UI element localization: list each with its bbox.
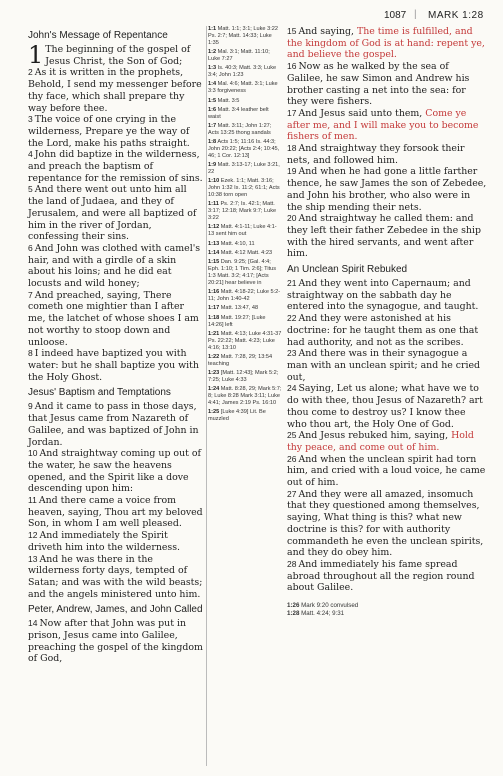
- verse-paragraph: [287, 383, 487, 430]
- cross-reference-verse: 1:10: [208, 178, 220, 185]
- words-of-christ: Hold thy peace, and come out of him.: [287, 430, 474, 453]
- cross-reference-text: Ps. 2:7; Is. 42:1; Matt. 3:17; 12:18; Mark 9:7; Luke 3:22: [208, 201, 277, 222]
- verse-text: Saying, Let us alone; what have we to do with thee, thou Jesus of Nazareth? art thou come to destroy us? I know thee who thou art, the Holy One of God.: [287, 383, 483, 430]
- cross-reference: [208, 224, 282, 238]
- footnote: [287, 602, 487, 610]
- cross-reference-verse: 1:2: [208, 48, 217, 55]
- cross-reference-verse: 1:15: [208, 259, 220, 266]
- cross-reference: [208, 409, 282, 423]
- verse-number: 6: [28, 242, 33, 253]
- verse-text: The voice of one crying in the wilderness, Prepare ye the way of the Lord, make his paths straight.: [28, 114, 190, 149]
- verse-paragraph: [28, 530, 203, 553]
- verse-text: As it is written in the prophets, Behold, I send my messenger before thy face, which shall prepare thy way before thee.: [28, 67, 202, 114]
- cross-reference: [208, 289, 282, 303]
- cross-reference-text: Matt. 4:13; Luke 4:31-37 Ps. 22:22; Matt. 4:23; Luke 4:16; 13:10: [208, 330, 282, 351]
- verse-number: 26: [287, 453, 297, 464]
- verse-paragraph: [287, 454, 487, 489]
- cross-reference: [208, 107, 282, 121]
- verse-paragraph: [28, 448, 203, 495]
- cross-reference: [208, 259, 282, 286]
- cross-reference-verse: 1:5: [208, 97, 217, 104]
- verse-paragraph: [287, 26, 487, 61]
- cross-reference-verse: 1:23: [208, 370, 220, 377]
- cross-reference-text: Matt. 4:12 Matt. 4:23: [220, 250, 273, 257]
- footnote-text: Matt. 4:24; 9:31: [301, 610, 345, 618]
- words-of-christ: Come ye after me, and I will make you to become fishers of men.: [287, 107, 479, 143]
- verse-paragraph: [287, 213, 487, 260]
- verse-paragraph: [28, 149, 203, 184]
- verse-text: And immediately his fame spread abroad throughout all the region round about Galilee.: [287, 558, 475, 594]
- cross-reference-text: [Luke 4:39] Lit. Be muzzled: [208, 409, 266, 423]
- cross-reference-text: Matt. 3:4 leather belt waist: [208, 106, 269, 120]
- cross-reference-verse: 1:1: [208, 26, 217, 32]
- verse-paragraph: [28, 348, 203, 383]
- verse-text: And Jesus rebuked him, saying,: [298, 430, 452, 442]
- cross-reference-verse: 1:4: [208, 81, 217, 88]
- words-of-christ: The time is fulfilled, and the kingdom of God is at hand: repent ye, and believe the gospel.: [287, 26, 485, 61]
- verse-text: And they were astonished at his doctrine: for he taught them as one that had authority, and not as the scribes.: [287, 313, 479, 348]
- cross-reference-verse: 1:24: [208, 386, 220, 393]
- cross-reference: [208, 178, 282, 198]
- cross-reference: [208, 49, 282, 63]
- verse-text: And there went out unto him all the land of Judaea, and they of Jerusalem, and were all baptized of him in the river of Jordan, confessing their sins.: [28, 184, 197, 243]
- cross-reference-text: Mal. 4:6; Matt. 3:1; Luke 3:3 forgiveness: [208, 81, 278, 95]
- cross-reference-verse: 1:16: [208, 289, 220, 296]
- verse-paragraph: [287, 559, 487, 594]
- cross-reference: [208, 26, 282, 46]
- verse-text: And preached, saying, There cometh one mightier than I after me, the latchet of whose shoes I am not worthy to stoop down and unloose.: [28, 289, 199, 348]
- verse-paragraph: [28, 67, 203, 114]
- page-header: [0, 10, 503, 24]
- verse-paragraph: [287, 489, 487, 559]
- verse-number: 28: [287, 558, 297, 569]
- header-separator: |: [414, 9, 417, 20]
- cross-reference: [208, 250, 282, 257]
- cross-reference-text: Dan. 9:25; [Gal. 4:4; Eph. 1:10; 1 Tim. 2:6]; Titus 1:3 Matt. 3:2; 4:17; [Acts 20:21] hear believe in: [208, 259, 277, 286]
- cross-reference-text: Matt. 4:18-22; Luke 5:2-11; John 1:40-42: [208, 289, 281, 302]
- verse-number: 23: [287, 348, 297, 359]
- verse-number: 3: [28, 114, 33, 125]
- verse-paragraph: [28, 554, 203, 601]
- cross-reference-text: Matt. 3:11; John 1:27; Acts 13:25 thong sandals: [208, 123, 272, 136]
- cross-reference-text: [Matt. 12:43]; Mark 5:2; 7:25; Luke 4:33: [208, 370, 279, 383]
- cross-reference-verse: 1:8: [208, 139, 217, 146]
- cross-reference-text: Matt. 4:1-11; Luke 4:1-13 sent him out: [208, 224, 277, 238]
- cross-reference-text: Mal. 3:1; Matt. 11:10; Luke 7:27: [208, 48, 270, 62]
- verse-number: 5: [28, 184, 33, 195]
- cross-reference-text: Matt. 3:5: [217, 97, 240, 104]
- verse-number: 24: [287, 383, 297, 394]
- verse-paragraph: [28, 290, 203, 349]
- verse-text: I indeed have baptized you with water: but he shall baptize you with the Holy Ghost.: [28, 348, 199, 383]
- column-divider: [206, 26, 207, 766]
- verse-paragraph: [28, 41, 203, 69]
- verse-paragraph: [28, 243, 203, 290]
- verse-paragraph: [28, 114, 203, 149]
- verse-text: And they were all amazed, insomuch that they questioned among themselves, saying, What thing is this? what new doctrine is this? for with authority commandeth he even the unclean spirits, and they do obey him.: [287, 488, 484, 559]
- verse-paragraph: [28, 184, 203, 243]
- cross-reference-text: Ezek. 1:1; Matt. 3:16; John 1:32 Is. 11:2; 61:1; Acts 10:38 torn open: [208, 178, 280, 199]
- cross-reference-verse: 1:9: [208, 162, 217, 169]
- verse-number: 14: [28, 618, 38, 629]
- cross-reference-verse: 1:7: [208, 123, 217, 130]
- cross-reference-text: Matt. 4:10, 11: [220, 240, 255, 247]
- verse-number: 7: [28, 289, 33, 300]
- cross-reference: [208, 123, 282, 137]
- page-number: 1087: [384, 10, 407, 21]
- cross-reference: [208, 201, 282, 221]
- cross-reference-text: Matt. 1:1; 3:1; Luke 3:22 Ps. 2:7; Matt. 14:33; Luke 1:35: [208, 26, 278, 46]
- verse-text: John did baptize in the wilderness, and preach the baptism of repentance for the remission of sins.: [28, 149, 203, 184]
- cross-reference: [208, 354, 282, 368]
- cross-reference-verse: 1:22: [208, 353, 220, 360]
- verse-paragraph: [287, 313, 487, 348]
- verse-text: And there was in their synagogue a man with an unclean spirit; and he cried out,: [287, 348, 481, 383]
- verse-paragraph: [287, 61, 487, 108]
- verse-text: And straightway he called them: and they left their father Zebedee in the ship with the hired servants, and went after him.: [287, 213, 481, 260]
- cross-reference-column: [208, 26, 282, 426]
- cross-reference: [208, 81, 282, 95]
- footnote-text: Mark 9:20 convulsed: [301, 602, 359, 610]
- chapter-number: 1: [28, 41, 44, 69]
- verse-text: And when he had gone a little farther thence, he saw James the son of Zebedee, and John his brother, who also were in the ship mending their nets.: [287, 166, 487, 213]
- section-heading: An Unclean Spirit Rebuked: [287, 264, 408, 276]
- cross-reference-verse: 1:3: [208, 65, 217, 72]
- cross-reference: [208, 65, 282, 79]
- cross-reference: [208, 331, 282, 351]
- verse-paragraph: [287, 278, 487, 313]
- cross-reference: [208, 315, 282, 329]
- cross-reference: [208, 98, 282, 105]
- verse-text: Now after that John was put in prison, Jesus came into Galilee, preaching the gospel of the kingdom of God,: [28, 618, 203, 665]
- verse-text: The beginning of the gospel of Jesus Christ, the Son of God;: [45, 44, 191, 67]
- cross-reference: [208, 305, 282, 312]
- section-heading: John's Message of Repentance: [28, 30, 168, 41]
- verse-text: And he was there in the wilderness forty days, tempted of Satan; and was with the wild beasts; and the angels ministered unto him.: [28, 553, 203, 600]
- verse-text: And straightway they forsook their nets, and followed him.: [287, 143, 465, 166]
- verse-text: And John was clothed with camel's hair, and with a girdle of a skin about his loins; and he did eat locusts and wild honey;: [28, 242, 201, 290]
- cross-reference-text: Matt. 3:13-17; Luke 3:21, 22: [208, 162, 280, 176]
- verse-number: 13: [28, 553, 38, 564]
- verse-paragraph: [28, 495, 203, 530]
- footnote: [287, 610, 487, 618]
- section-heading: Jesus' Baptism and Temptations: [28, 387, 171, 399]
- verse-number: 18: [287, 143, 297, 154]
- cross-reference-verse: 1:25: [208, 409, 220, 416]
- section-heading: Peter, Andrew, James, and John Called: [28, 604, 203, 616]
- verse-text: And it came to pass in those days, that Jesus came from Nazareth of Galilee, and was baptized of John in Jordan.: [28, 401, 199, 448]
- cross-reference-text: Matt. 19:27; [Luke 14:26] left: [208, 314, 266, 328]
- verse-number: 9: [28, 401, 33, 412]
- verse-number: 11: [28, 495, 37, 506]
- cross-reference: [208, 241, 282, 248]
- verse-number: 21: [287, 278, 297, 289]
- left-text-column: [28, 26, 203, 665]
- verse-text: And immediately the Spirit driveth him into the wilderness.: [28, 530, 181, 553]
- verse-number: 2: [28, 67, 33, 78]
- verse-text: And they went into Capernaum; and straightway on the sabbath day he entered into the synagogue, and taught.: [287, 278, 479, 313]
- footnote-verse: 1:26: [287, 602, 300, 610]
- verse-paragraph: [287, 108, 487, 143]
- right-text-column: [287, 26, 487, 618]
- cross-reference-verse: 1:13: [208, 240, 220, 247]
- cross-reference-text: Is. 40:3; Matt. 3:3; Luke 3:4; John 1:23: [208, 65, 277, 78]
- cross-reference: [208, 139, 282, 159]
- cross-reference: [208, 370, 282, 384]
- cross-reference-text: Matt. 7:28, 29; 13:54 teaching: [208, 353, 273, 367]
- cross-reference-text: Matt. 13:47, 48: [220, 305, 259, 312]
- verse-paragraph: [287, 166, 487, 213]
- verse-paragraph: [28, 618, 203, 665]
- verse-paragraph: [287, 143, 487, 166]
- verse-text: And there came a voice from heaven, saying, Thou art my beloved Son, in whom I am well pleased.: [28, 495, 203, 530]
- cross-reference-verse: 1:14: [208, 250, 220, 257]
- verse-number: 10: [28, 448, 38, 459]
- cross-reference-verse: 1:17: [208, 305, 220, 312]
- cross-reference: [208, 386, 282, 406]
- verse-number: 16: [287, 61, 297, 72]
- verse-paragraph: [28, 401, 203, 448]
- verse-number: 12: [28, 530, 38, 541]
- verse-number: 17: [287, 107, 297, 118]
- chapter-reference: MARK 1:28: [428, 10, 484, 21]
- cross-reference-text: Matt. 8:28, 29; Mark 5:7; 8; Luke 8:28 Mark 3:11; Luke 4:41; James 2:19 Ps. 16:10: [208, 386, 282, 406]
- verse-text: And saying,: [298, 26, 357, 37]
- verse-text: Now as he walked by the sea of Galilee, he saw Simon and Andrew his brother casting a net into the sea: for they were fishers.: [287, 61, 470, 108]
- verse-number: 8: [28, 348, 33, 359]
- verse-number: 19: [287, 166, 297, 177]
- verse-number: 4: [28, 149, 33, 160]
- cross-reference-text: Acts 1:5; 11:16 Is. 44:3; John 20:22; [Acts 2:4; 10:45, 46; 1 Cor. 12:13]: [208, 139, 280, 159]
- footnote-verse: 1:28: [287, 610, 300, 618]
- cross-reference-verse: 1:11: [208, 201, 219, 208]
- cross-reference: [208, 162, 282, 176]
- verse-number: 25: [287, 430, 297, 441]
- cross-reference-verse: 1:6: [208, 106, 217, 113]
- verse-text: And Jesus said unto them,: [298, 107, 426, 119]
- verse-number: 22: [287, 313, 297, 324]
- verse-paragraph: [287, 430, 487, 453]
- cross-reference-verse: 1:12: [208, 224, 220, 231]
- verse-text: And when the unclean spirit had torn him, and cried with a loud voice, he came out of him.: [287, 453, 486, 489]
- verse-number: 20: [287, 213, 297, 224]
- cross-reference-verse: 1:18: [208, 314, 220, 321]
- verse-paragraph: [287, 348, 487, 383]
- verse-number: 27: [287, 488, 297, 499]
- cross-reference-verse: 1:21: [208, 330, 220, 337]
- verse-text: And straightway coming up out of the water, he saw the heavens opened, and the Spirit like a dove descending upon him:: [28, 448, 201, 495]
- verse-number: 15: [287, 26, 297, 36]
- footnotes: [287, 602, 487, 618]
